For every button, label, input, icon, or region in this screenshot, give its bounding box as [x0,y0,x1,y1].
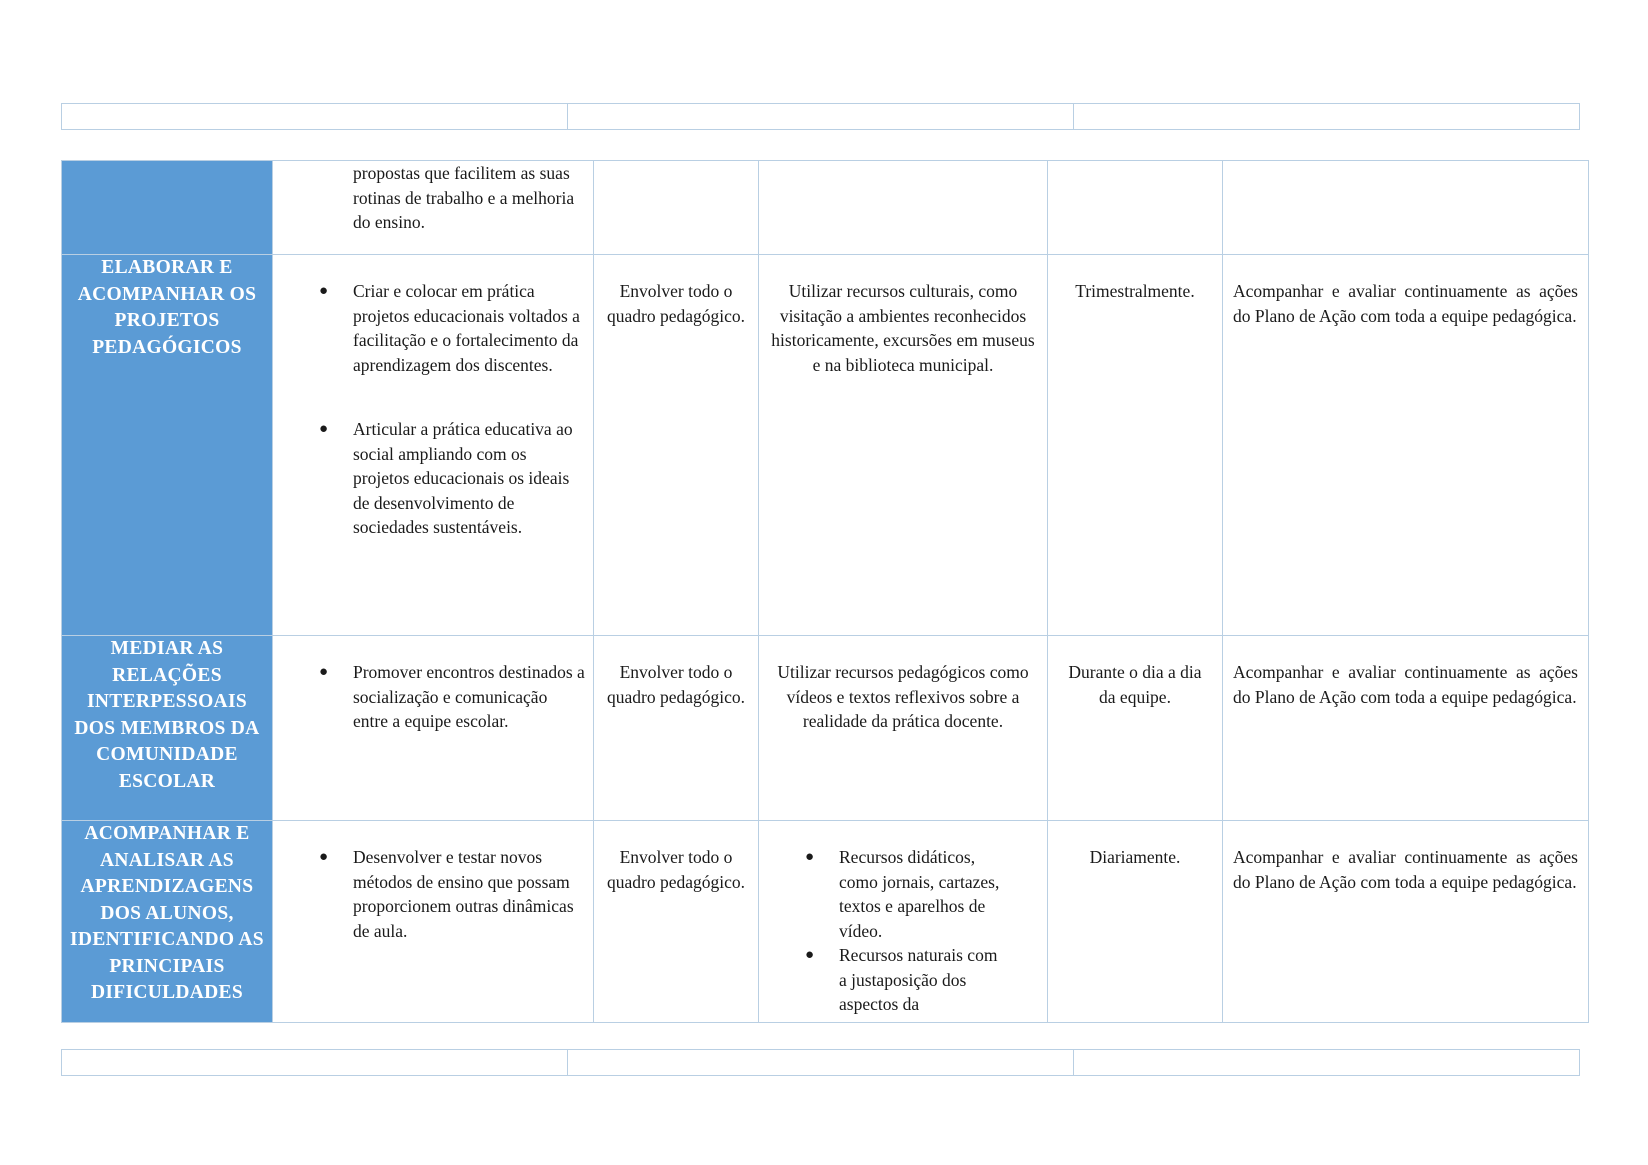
resources-text: Utilizar recursos pedagógicos como vídeos e textos reflexivos sobre a realidade da prática docente. [777,662,1029,731]
bullet-icon: ● [805,849,815,865]
header-cell [568,104,1074,129]
page-header-table [61,103,1580,130]
table-row [62,636,1589,821]
table-row [62,161,1589,255]
footer-cell [568,1050,1074,1075]
objective-cell [62,161,273,255]
bullet-icon: ● [319,664,329,680]
evaluation-cell [1223,161,1589,255]
who-text: Envolver todo o quadro pedagógico. [606,281,745,326]
resource-item: ● Recursos didáticos, como jornais, cartazes, textos e aparelhos de vídeo. [805,847,1000,941]
actions-cell [273,255,594,636]
actions-cell [273,636,594,821]
when-text: Trimestralmente. [1075,281,1195,301]
action-plan-table [61,160,1589,1023]
resources-cell [759,255,1048,636]
actions-cell [273,821,594,1023]
evaluation-cell [1223,255,1589,636]
when-cell [1048,161,1223,255]
resource-item: ● Recursos naturais com a justaposição dos aspectos da [805,945,998,1014]
table-row [62,255,1589,636]
header-cell [1074,104,1579,129]
action-item: ● Desenvolver e testar novos métodos de ensino que possam proporcionem outras dinâmicas de aula. [319,847,574,941]
when-text: Diariamente. [1089,847,1181,867]
resources-cell [759,636,1048,821]
when-cell [1048,255,1223,636]
table-row [62,821,1589,1023]
bullet-icon: ● [319,849,329,865]
who-text: Envolver todo o quadro pedagógico. [606,847,745,892]
objective-label: ACOMPANHAR E ANALISAR AS APRENDIZAGENS DOS ALUNOS, IDENTIFICANDO AS PRINCIPAIS DIFICULDADES [70,823,264,1003]
bullet-icon: ● [319,421,329,437]
header-cell [62,104,568,129]
evaluation-text: Acompanhar e avaliar continuamente as ações do Plano de Ação com toda a equipe pedagógica. [1233,281,1578,326]
page-footer-table [61,1049,1580,1076]
who-cell [594,161,759,255]
when-text: Durante o dia a dia da equipe. [1068,662,1202,707]
action-text: propostas que facilitem as suas rotinas de trabalho e a melhoria do ensino. [353,163,575,232]
footer-cell [62,1050,568,1075]
action-item: ● Articular a prática educativa ao social ampliando com os projetos educacionais os ideais de desenvolvimento de sociedades sustentáveis. [319,419,573,537]
evaluation-cell [1223,821,1589,1023]
objective-label: MEDIAR AS RELAÇÕES INTERPESSOAIS DOS MEMBROS DA COMUNIDADE ESCOLAR [74,638,260,792]
who-cell [594,821,759,1023]
bullet-icon: ● [319,283,329,299]
resources-cell [759,161,1048,255]
bullet-icon: ● [805,947,815,963]
when-cell [1048,636,1223,821]
objective-cell [62,821,273,1023]
action-item: ● Criar e colocar em prática projetos educacionais voltados a facilitação e o fortalecimento da aprendizagem dos discentes. [319,281,580,375]
who-cell [594,636,759,821]
evaluation-text: Acompanhar e avaliar continuamente as ações do Plano de Ação com toda a equipe pedagógica. [1233,662,1578,707]
objective-cell [62,255,273,636]
actions-cell [273,161,594,255]
objective-cell [62,636,273,821]
when-cell [1048,821,1223,1023]
resources-text: Utilizar recursos culturais, como visitação a ambientes reconhecidos historicamente, excursões em museus e na biblioteca municipal. [771,281,1035,375]
evaluation-cell [1223,636,1589,821]
action-item: ● Promover encontros destinados a socialização e comunicação entre a equipe escolar. [319,662,585,731]
evaluation-text: Acompanhar e avaliar continuamente as ações do Plano de Ação com toda a equipe pedagógica. [1233,847,1578,892]
footer-cell [1074,1050,1579,1075]
resources-cell [759,821,1048,1023]
objective-label: ELABORAR E ACOMPANHAR OS PROJETOS PEDAGÓGICOS [77,257,257,358]
who-cell [594,255,759,636]
who-text: Envolver todo o quadro pedagógico. [606,662,745,707]
